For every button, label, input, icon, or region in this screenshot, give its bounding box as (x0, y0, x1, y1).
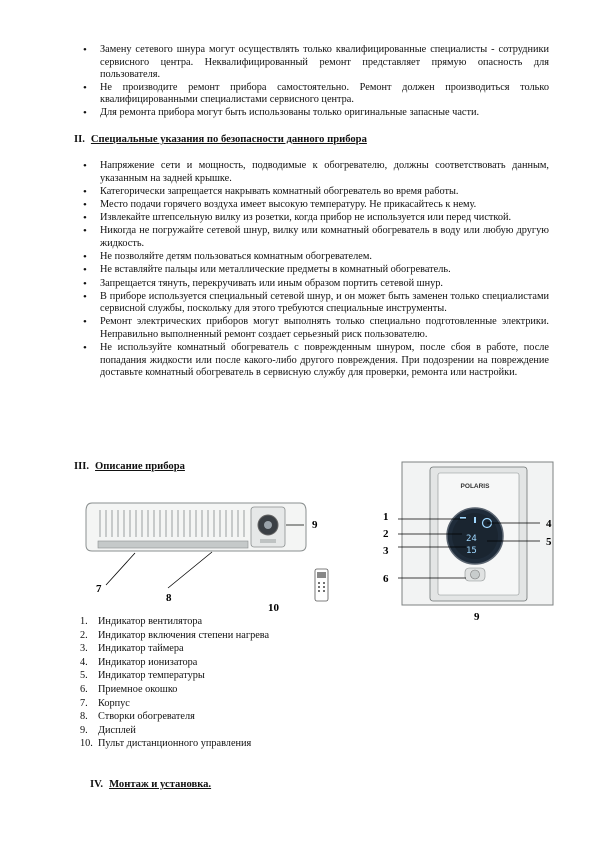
list-item (80, 697, 320, 711)
list-item: • Запрещается тянуть, перекручивать или иным образом портить сетевой шнур. (80, 278, 549, 291)
list-item: • В приборе используется специальный сетевой шнур, и он может быть заменен только специалистами сервисной службы, поскольку для этого требуются специальные инструменты. (80, 291, 549, 316)
display-temperature: 24 (466, 534, 477, 544)
item-label: Индикатор таймера (98, 643, 184, 655)
list-item (80, 724, 320, 738)
display-timer: 15 (466, 546, 477, 556)
remote-control-illustration (315, 569, 328, 601)
item-number: 4. (80, 656, 88, 668)
list-item: • Замену сетевого шнура могут осуществлять только квалифицированные специалисты - сотрудники сервисного центра. Неквалифицированный ремонт представляет прямую опасность для пользователя. (80, 44, 549, 82)
callout-1: 1 (383, 511, 389, 523)
item-number: 8. (80, 711, 88, 723)
callout-9-heater: 9 (312, 519, 318, 531)
list-item (80, 683, 320, 697)
item-number: 10. (80, 738, 93, 750)
callout-5: 5 (546, 536, 552, 548)
section-number: III. (74, 461, 90, 472)
callout-6: 6 (383, 573, 389, 585)
list-item: • Не используйте комнатный обогреватель с поврежденным шнуром, после сбоя в работе, после попадания жидкости или после какого-либо другого повреждения. При подозрении на повреждение доставьте комнатный обогреватель в сервисную службу для проверки, ремонта или настройки. (80, 342, 549, 380)
safety-list (80, 160, 549, 381)
item-label: Индикатор вентилятора (98, 616, 203, 627)
list-item (80, 737, 320, 751)
callout-7: 7 (96, 583, 102, 595)
item-number: 7. (80, 697, 88, 709)
list-item: • Ремонт электрических приборов могут выполнять только специально подготовленные электрики. Неправильно выполненный ремонт создает серьезный риск пользователю. (80, 316, 549, 341)
list-item: • Напряжение сети и мощность, подводимые к обогревателю, должны соответствовать данным, указанным на задней крышке. (80, 160, 549, 185)
list-item: • Извлекайте штепсельную вилку из розетки, когда прибор не используется или перед чисткой. (80, 212, 549, 225)
list-item: • Не позволяйте детям пользоваться комнатным обогревателем. (80, 251, 549, 264)
list-item (80, 642, 320, 656)
section-title: Специальные указания по безопасности данного прибора (90, 134, 367, 145)
item-number: 6. (80, 683, 88, 695)
device-diagram (0, 455, 595, 620)
list-item: • Никогда не погружайте сетевой шнур, вилку или комнатный обогреватель в воду или любую другую жидкость. (80, 225, 549, 250)
callout-8: 8 (166, 592, 172, 604)
section-heading-safety (74, 134, 367, 147)
list-item: • Место подачи горячего воздуха имеет высокую температуру. Не прикасайтесь к нему. (80, 199, 549, 212)
list-item (80, 669, 320, 683)
section-number: IV. (90, 779, 104, 790)
list-item (80, 629, 320, 643)
item-label: Индикатор температуры (98, 670, 205, 682)
item-number: 5. (80, 670, 88, 682)
item-label: Приемное окошко (98, 683, 178, 695)
section-number: II. (74, 134, 85, 145)
list-item: • Не вставляйте пальцы или металлические предметы в комнатный обогреватель. (80, 264, 549, 277)
display-panel-illustration (402, 462, 553, 605)
list-item (80, 656, 320, 670)
heater-illustration (86, 503, 306, 551)
section-title: Монтаж и установка. (109, 779, 212, 790)
item-number: 3. (80, 643, 88, 655)
parts-list (80, 615, 320, 751)
item-label: Индикатор включения степени нагрева (98, 629, 270, 641)
item-label: Корпус (98, 697, 130, 709)
section-title: Описание прибора (95, 461, 185, 472)
item-label: Пульт дистанционного управления (98, 738, 252, 750)
callout-2: 2 (383, 528, 389, 540)
callout-10: 10 (268, 602, 279, 614)
section-heading-installation (90, 779, 211, 792)
item-number: 1. (80, 616, 88, 627)
callout-4: 4 (546, 518, 552, 530)
item-label: Индикатор ионизатора (98, 656, 198, 668)
list-item (80, 710, 320, 724)
list-item: • Категорически запрещается накрывать комнатный обогреватель во время работы. (80, 186, 549, 199)
brand-logo: POLARIS (460, 483, 490, 490)
item-label: Створки обогревателя (98, 711, 195, 723)
item-number: 2. (80, 629, 88, 641)
callout-3: 3 (383, 545, 389, 557)
list-item: • Не производите ремонт прибора самостоятельно. Ремонт должен производиться только квалифицированными специалистами сервисного центра. (80, 82, 549, 107)
item-number: 9. (80, 724, 88, 736)
list-item (80, 615, 320, 629)
item-label: Дисплей (98, 724, 136, 736)
callout-9-panel: 9 (474, 611, 480, 620)
list-item: • Для ремонта прибора могут быть использованы только оригинальные запасные части. (80, 107, 549, 120)
repair-notes-list (80, 44, 549, 120)
